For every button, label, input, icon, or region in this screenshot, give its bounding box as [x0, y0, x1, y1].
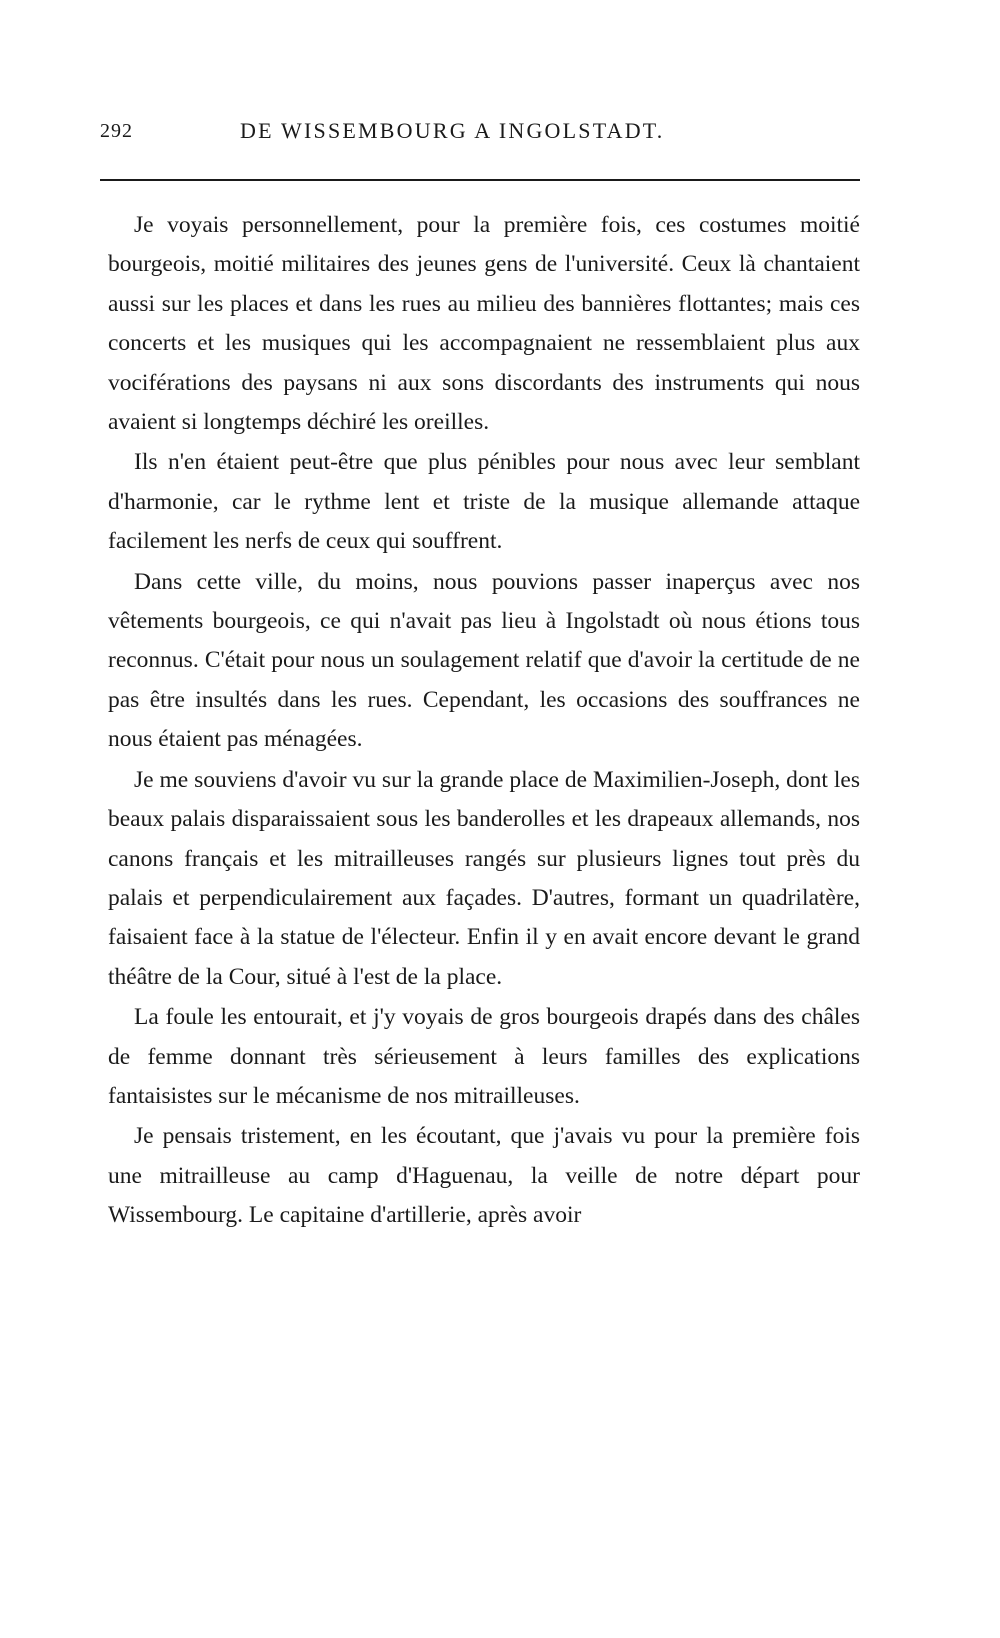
running-head — [100, 118, 860, 148]
paragraph: Je me souviens d'avoir vu sur la grande place de Maximilien-Joseph, dont les beaux palais disparaissaient sous les banderolles et les drapeaux allemands, nos canons français et les mitrailleuses rangés sur plusieurs lignes tout près du palais et perpendiculairement aux façades. D'autres, formant un quadrilatère, faisaient face à la statue de l'électeur. Enfin il y en avait encore devant le grand théâtre de la Cour, situé à l'est de la place. — [108, 766, 860, 990]
body-text — [108, 206, 860, 1237]
header-rule — [100, 179, 860, 181]
paragraph: Je pensais tristement, en les écoutant, que j'avais vu pour la première fois une mitrailleuse au camp d'Haguenau, la veille de notre départ pour Wissembourg. Le capitaine d'artillerie, après avoir — [108, 1123, 860, 1229]
paragraph: La foule les entourait, et j'y voyais de gros bourgeois drapés dans des châles de femme donnant très sérieusement à leurs familles des explications fantaisistes sur le mécanisme de nos mitrailleuses. — [108, 1004, 860, 1109]
running-title: DE WISSEMBOURG A INGOLSTADT. — [240, 118, 665, 143]
paragraph: Dans cette ville, du moins, nous pouvions passer inaperçus avec nos vêtements bourgeois, ce qui n'avait pas lieu à Ingolstadt où nous étions tous reconnus. C'était pour nous un soulagement relatif que d'avoir la certitude de ne pas être insultés dans les rues. Cependant, les occasions des souffrances ne nous étaient pas ménagées. — [108, 568, 860, 753]
page-number: 292 — [100, 120, 133, 142]
paragraph: Je voyais personnellement, pour la première fois, ces costumes moitié bourgeois, moitié militaires des jeunes gens de l'université. Ceux là chantaient aussi sur les places et dans les rues au milieu des bannières flottantes; mais ces concerts et les musiques qui les accompagnaient ne ressemblaient plus aux vociférations des paysans ni aux sons discordants des instruments qui nous avaient si longtemps déchiré les oreilles. — [108, 212, 860, 436]
paragraph: Ils n'en étaient peut-être que plus pénibles pour nous avec leur semblant d'harmonie, car le rythme lent et triste de la musique allemande attaque facilement les nerfs de ceux qui souffrent. — [108, 449, 860, 555]
